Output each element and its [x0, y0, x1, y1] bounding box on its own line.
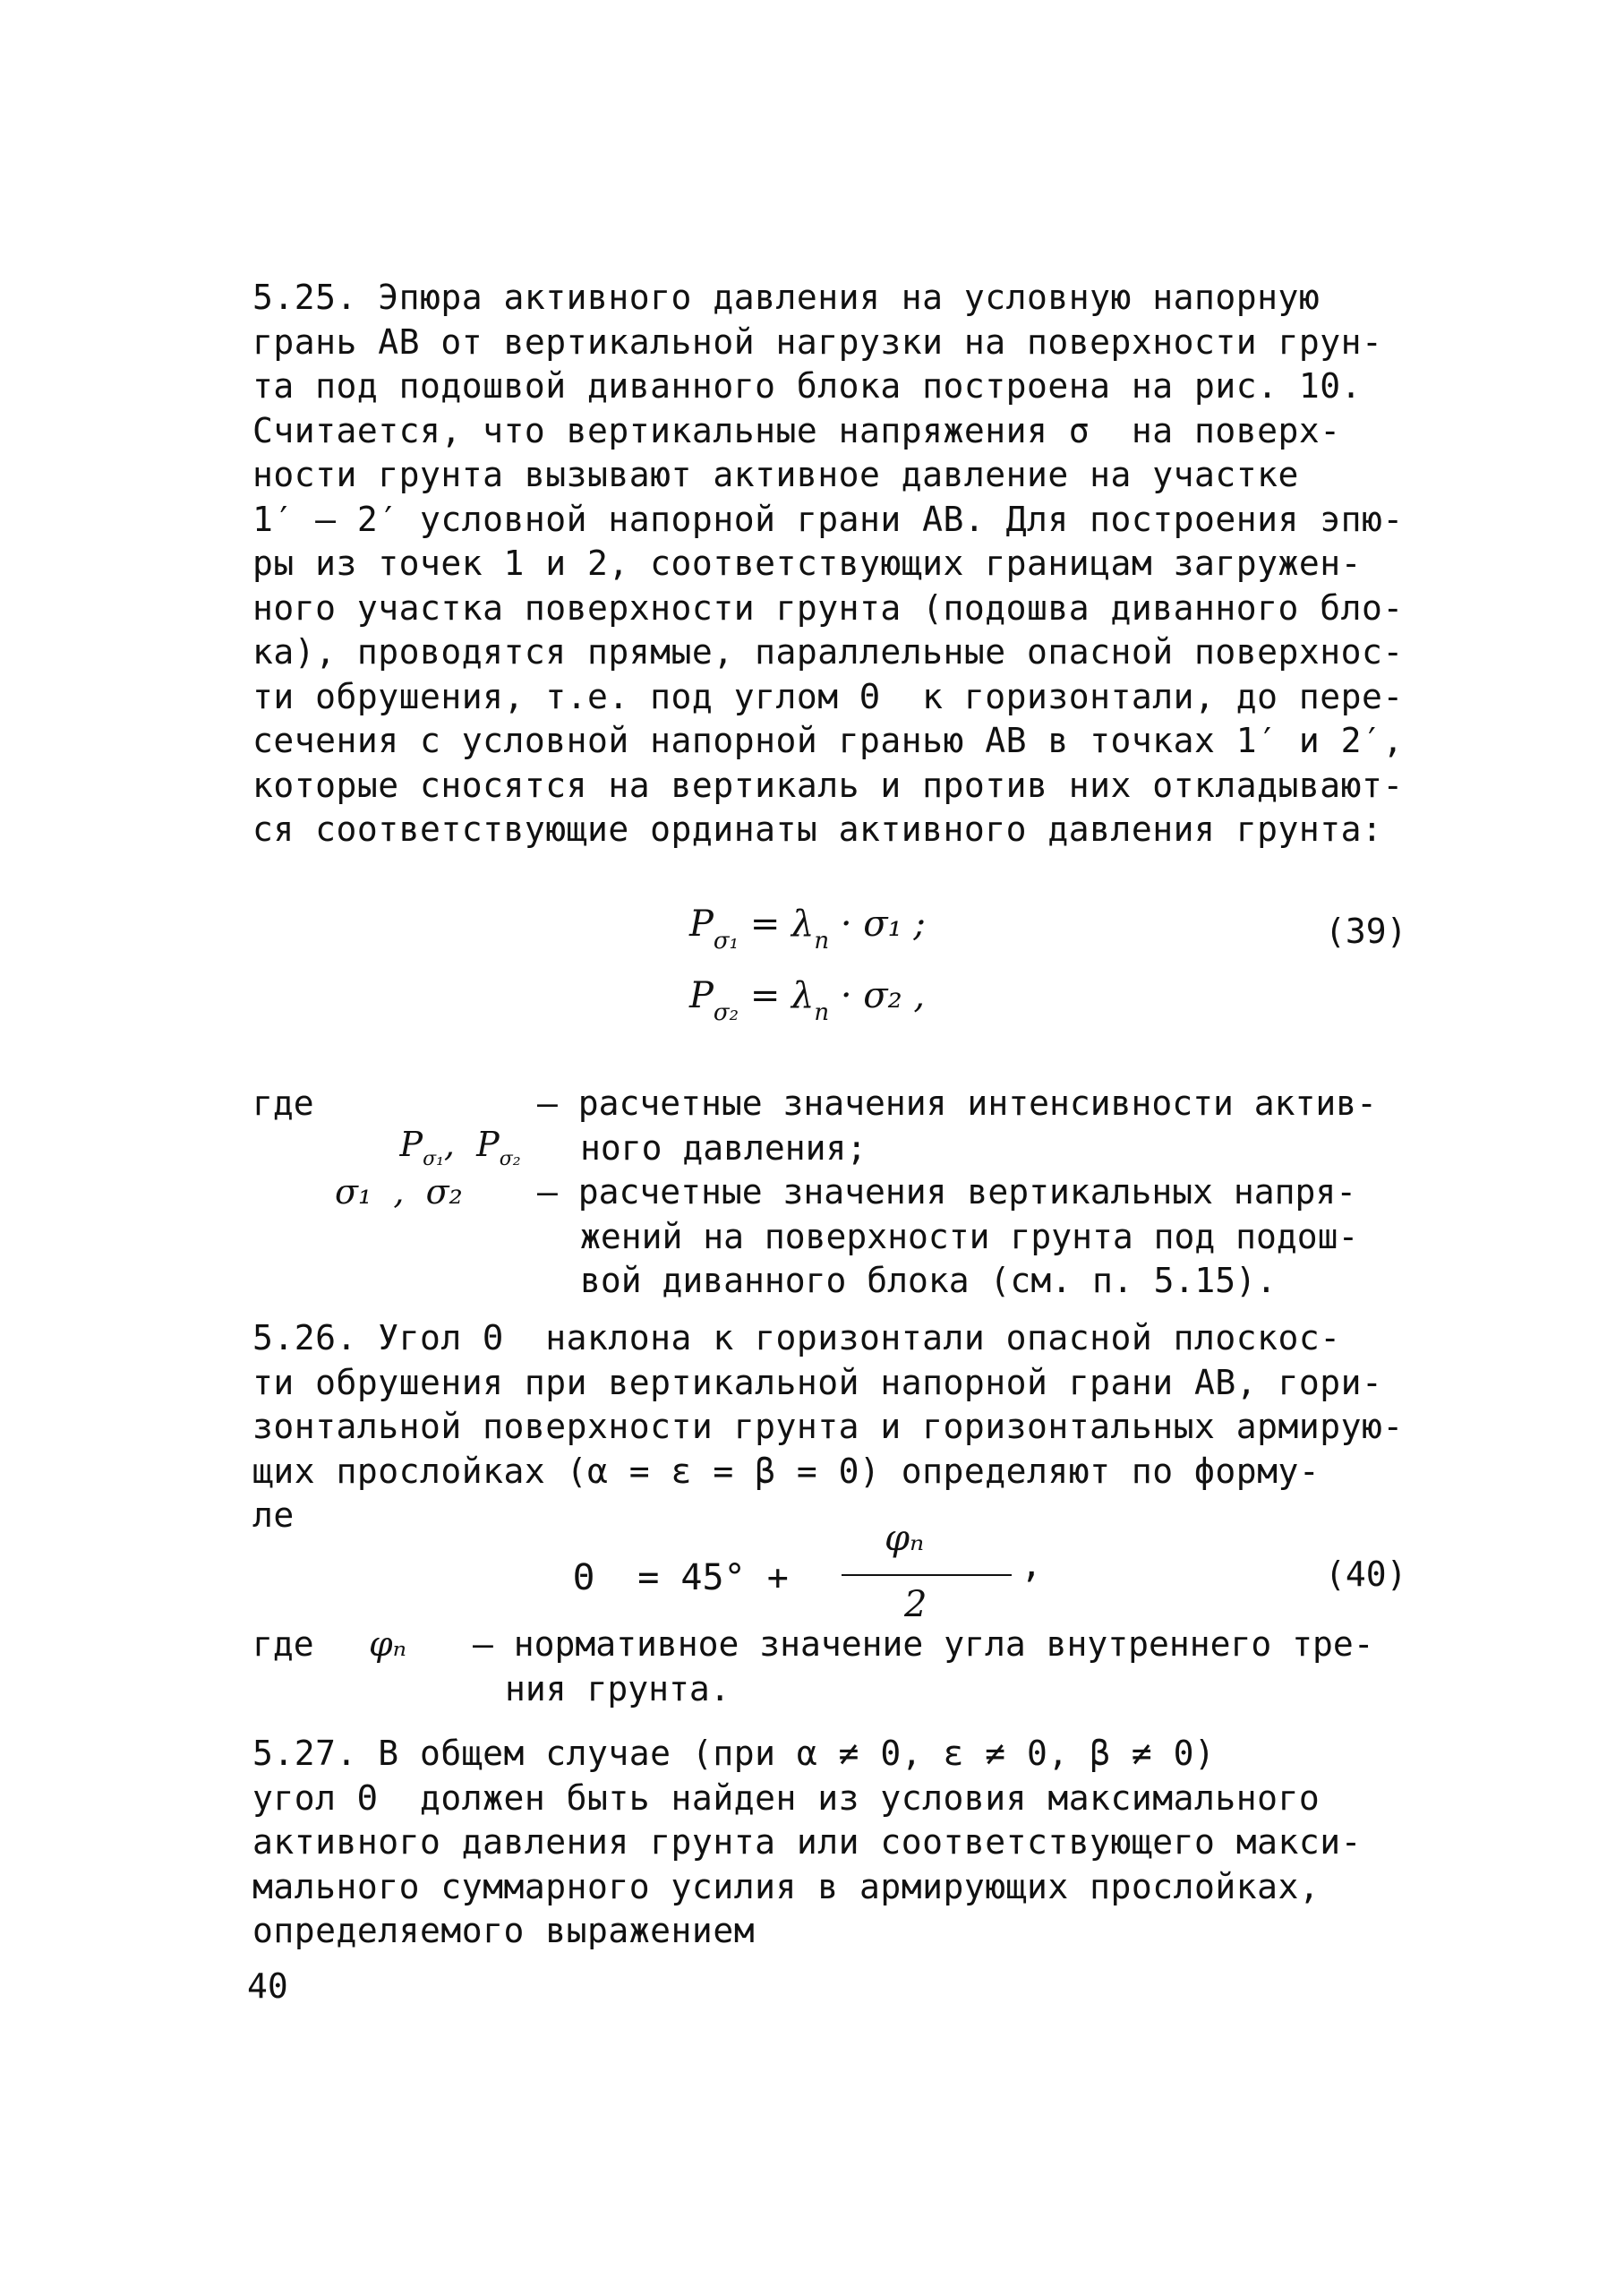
text-line: ры из точек 1 и 2, соответствующих границам загружен- — [252, 544, 1363, 583]
text-line: щих прослойках (α = ε = β = 0) определяют по форму- — [252, 1451, 1321, 1491]
definitions-39 — [252, 1082, 1461, 1315]
text-line: активного давления грунта или соответствующего макси- — [252, 1822, 1363, 1862]
formula-symbol: · σ₂ , — [840, 975, 926, 1016]
text-line: ле — [252, 1495, 295, 1535]
text-line: Считается, что вертикальные напряжения σ на поверх- — [252, 410, 1341, 450]
section-5-27 — [252, 1732, 1461, 1954]
formula-symbol: P — [689, 903, 714, 945]
formula-39-line-1 — [689, 903, 926, 955]
equation-number-39: (39) — [1325, 912, 1407, 951]
section-5-25 — [252, 276, 1461, 852]
text-line: 5.25. Эпюра активного давления на условную напорную — [252, 278, 1321, 317]
formula-subscript: σ₂ — [499, 1147, 521, 1170]
text-line: ся соответствующие ординаты активного давления грунта: — [252, 809, 1383, 849]
formula-symbol: = λ — [749, 975, 815, 1016]
text-line: которые сносятся на вертикаль и против них откладывают- — [252, 765, 1404, 805]
text-line: мального суммарного усилия в армирующих прослойках, — [252, 1866, 1321, 1906]
text-line: зонтальной поверхности грунта и горизонтальных армирую- — [252, 1407, 1404, 1446]
definitions-40 — [252, 1623, 1461, 1721]
definition-desc-1-line-2: ного давления; — [580, 1127, 868, 1168]
text-line: ности грунта вызывают активное давление на участке — [252, 455, 1299, 494]
formula-40-lhs: Θ = 45° + — [573, 1557, 789, 1598]
definition-term-2: σ₁ , σ₂ — [335, 1172, 463, 1212]
formula-symbol: P — [689, 975, 714, 1016]
definition-desc-line-2: ния грунта. — [505, 1668, 731, 1708]
definition-term: φₙ — [369, 1624, 407, 1664]
text-line: сечения с условной напорной гранью АВ в точках 1′ и 2′, — [252, 721, 1404, 760]
formula-subscript: σ₂ — [713, 999, 739, 1026]
formula-subscript: n — [814, 999, 830, 1026]
text-line: ти обрушения, т.е. под углом Θ к горизонтали, до пере- — [252, 676, 1404, 716]
definition-desc-2-line-1: – расчетные значения вертикальных напря- — [537, 1172, 1357, 1212]
text-line: грань АВ от вертикальной нагрузки на поверхности грун- — [252, 321, 1383, 362]
text-line: угол Θ должен быть найден из условия максимального — [252, 1777, 1321, 1818]
page-number: 40 — [247, 1966, 288, 2006]
text-line: ного участка поверхности грунта (подошва диванного бло- — [252, 587, 1404, 628]
formula-subscript: n — [814, 928, 830, 955]
text-line: определяемого выражением — [252, 1911, 756, 1950]
text-line: 5.26. Угол Θ наклона к горизонтали опасной плоскос- — [252, 1318, 1341, 1357]
formula-40-denominator: 2 — [904, 1584, 927, 1625]
definition-desc-2-line-2: жений на поверхности грунта под подош- — [580, 1216, 1359, 1256]
formula-39-line-2 — [689, 975, 926, 1026]
fraction-bar — [842, 1574, 1012, 1576]
text-line: 5.27. В общем случае (при α ≠ 0, ε ≠ 0, β ≠ 0) — [252, 1734, 1216, 1773]
formula-40-tail: , — [1021, 1545, 1043, 1586]
equation-number-40: (40) — [1325, 1554, 1407, 1594]
formula-40-numerator: φₙ — [885, 1518, 925, 1559]
text-line: ти обрушения при вертикальной напорной грани АВ, гори- — [252, 1362, 1383, 1402]
definition-desc-line-1: – нормативное значение угла внутреннего тре- — [473, 1624, 1374, 1664]
text-line: ка), проводятся прямые, параллельные опасной поверхнос- — [252, 632, 1404, 672]
formula-symbol: = λ — [749, 903, 815, 945]
where-label: где — [252, 1624, 314, 1664]
formula-symbol: , P — [443, 1124, 500, 1164]
text-line: та под подошвой диванного блока построена на рис. 10. — [252, 366, 1363, 406]
formula-symbol: P — [399, 1124, 423, 1164]
where-label: где — [252, 1083, 314, 1123]
definition-desc-1-line-1: – расчетные значения интенсивности актив- — [537, 1083, 1377, 1123]
definition-desc-2-line-3: вой диванного блока (см. п. 5.15). — [580, 1261, 1277, 1300]
formula-subscript: σ₁ — [713, 928, 739, 955]
section-5-26 — [252, 1316, 1461, 1538]
formula-symbol: · σ₁ ; — [840, 903, 926, 945]
formula-subscript: σ₁ — [423, 1147, 444, 1170]
text-line: 1′ – 2′ условной напорной грани АВ. Для построения эпю- — [252, 499, 1404, 539]
